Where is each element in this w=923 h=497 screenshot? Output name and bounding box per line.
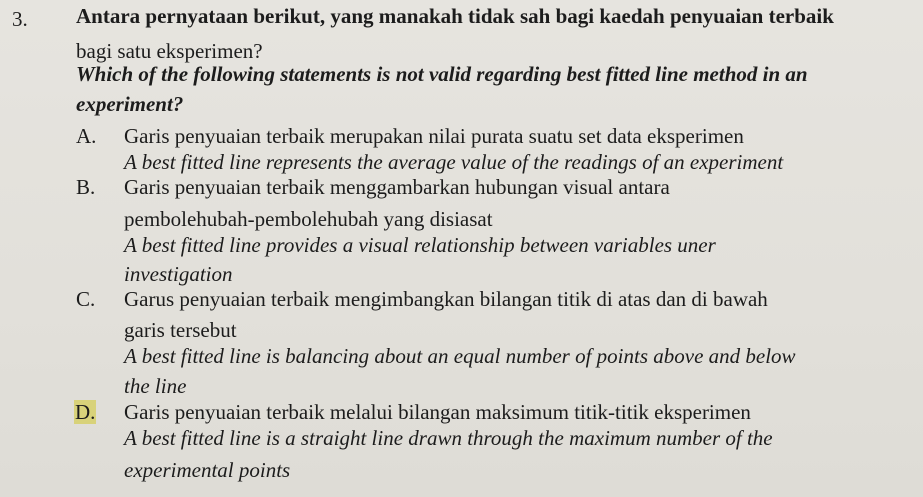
option-d-malay-line-1: Garis penyuaian terbaik melalui bilangan maksimum titik-titik eksperimen: [124, 400, 751, 424]
option-d-letter[interactable]: D.: [75, 400, 96, 424]
question-malay-line-2: bagi satu eksperimen?: [76, 39, 263, 63]
question-number: 3.: [12, 7, 28, 31]
option-d-english-line-1: A best fitted line is a straight line drawn through the maximum number of the: [124, 426, 773, 450]
option-a-letter[interactable]: A.: [76, 124, 97, 148]
option-b-malay-line-1: Garis penyuaian terbaik menggambarkan hubungan visual antara: [124, 175, 670, 199]
option-c-english-line-1: A best fitted line is balancing about an equal number of points above and below: [124, 344, 796, 368]
question-english-line-2: experiment?: [76, 92, 184, 116]
option-b-english-line-2: investigation: [124, 262, 233, 286]
question-malay-line-1: Antara pernyataan berikut, yang manakah tidak sah bagi kaedah penyuaian terbaik: [76, 4, 834, 28]
option-c-letter[interactable]: C.: [76, 287, 96, 311]
option-c-english-line-2: the line: [124, 374, 187, 398]
option-b-english-line-1: A best fitted line provides a visual relationship between variables uner: [124, 233, 716, 257]
option-a-malay-line-1: Garis penyuaian terbaik merupakan nilai purata suatu set data eksperimen: [124, 124, 744, 148]
question-english-line-1: Which of the following statements is not valid regarding best fitted line method in an: [76, 62, 808, 86]
option-d-english-line-2: experimental points: [124, 458, 291, 482]
option-b-letter[interactable]: B.: [76, 175, 96, 199]
option-a-english-line-1: A best fitted line represents the average value of the readings of an experiment: [124, 150, 784, 174]
option-b-malay-line-2: pembolehubah-pembolehubah yang disiasat: [124, 207, 493, 231]
option-c-malay-line-1: Garus penyuaian terbaik mengimbangkan bilangan titik di atas dan di bawah: [124, 287, 768, 311]
option-c-malay-line-2: garis tersebut: [124, 318, 237, 342]
